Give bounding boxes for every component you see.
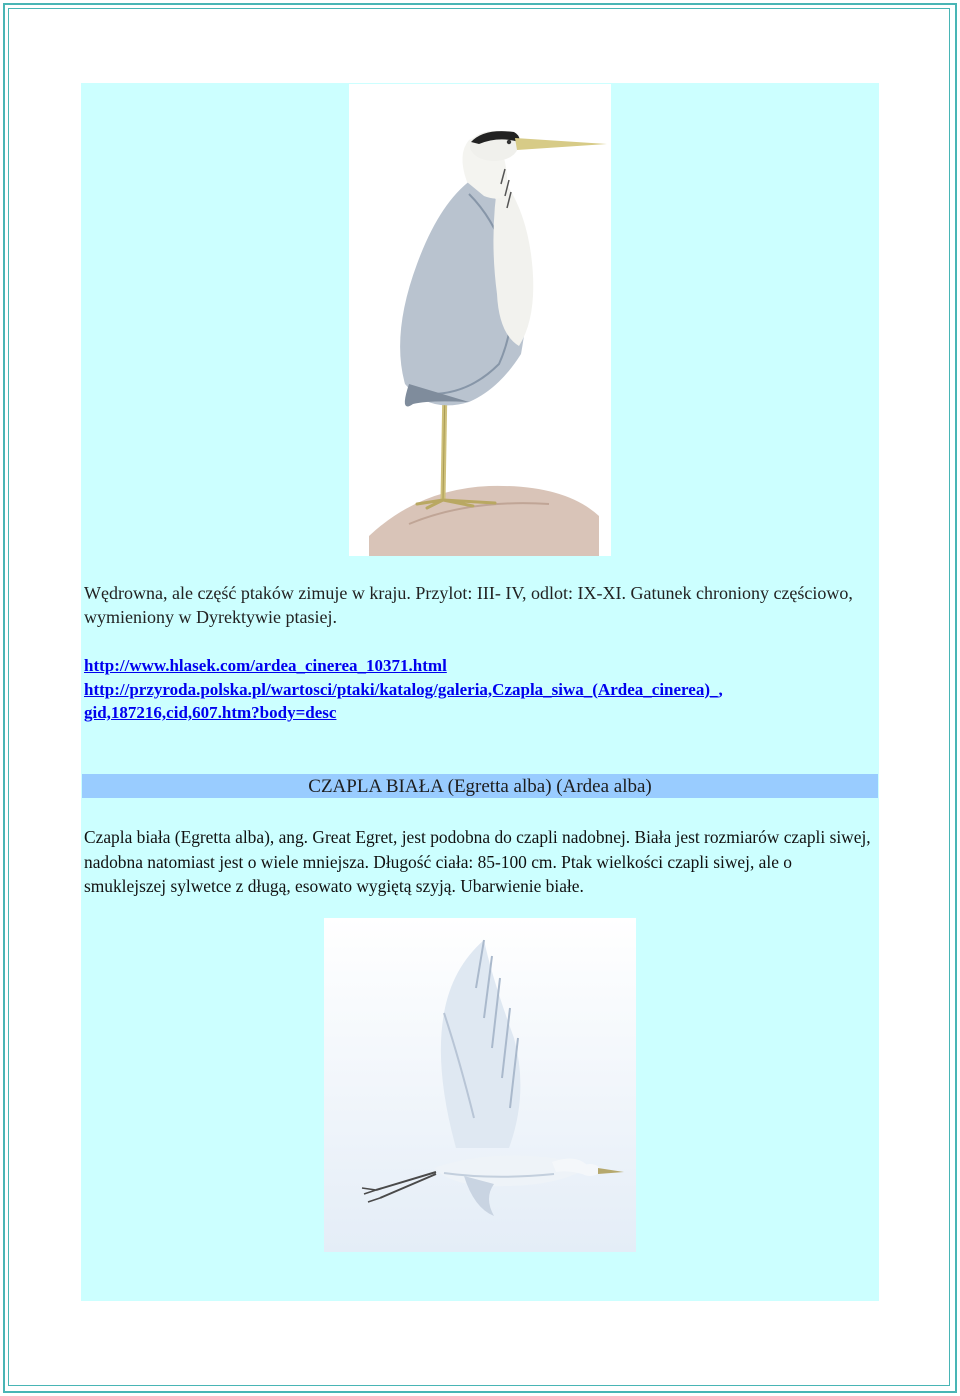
egret-description: Czapla biała (Egretta alba), ang. Great Egret, jest podobna do czapli nadobnej. Biała jest rozmiarów czapli siwej, nadobna natomiast jest o wiele mniejsza. Długość ciała: 85-100 cm. Ptak wielkości czapli siwej, ale o smuklejszej sylwetce z długą, esowato wygiętą szyją. Ubarwienie białe. bbox=[84, 827, 871, 896]
link-przyroda-line-2: gid,187216,cid,607.htm?body=desc bbox=[84, 703, 337, 722]
link-hlasek[interactable]: http://www.hlasek.com/ardea_cinerea_10371.html bbox=[84, 656, 447, 675]
link-przyroda-line-1: http://przyroda.polska.pl/wartosci/ptaki/katalog/galeria,Czapla_siwa_(Ardea_cinerea)_, bbox=[84, 679, 723, 699]
section-heading-egret: CZAPLA BIAŁA (Egretta alba) (Ardea alba) bbox=[82, 774, 878, 798]
migration-text: Wędrowna, ale część ptaków zimuje w kraju. Przylot: III- IV, odlot: IX-XI. Gatunek chroniony częściowo, wymieniony w Dyrektywie ptasiej. bbox=[84, 583, 853, 627]
link-list bbox=[84, 654, 876, 725]
great-egret-illustration bbox=[324, 918, 636, 1252]
grey-heron-illustration bbox=[349, 84, 611, 556]
link-przyroda[interactable] bbox=[84, 678, 876, 725]
